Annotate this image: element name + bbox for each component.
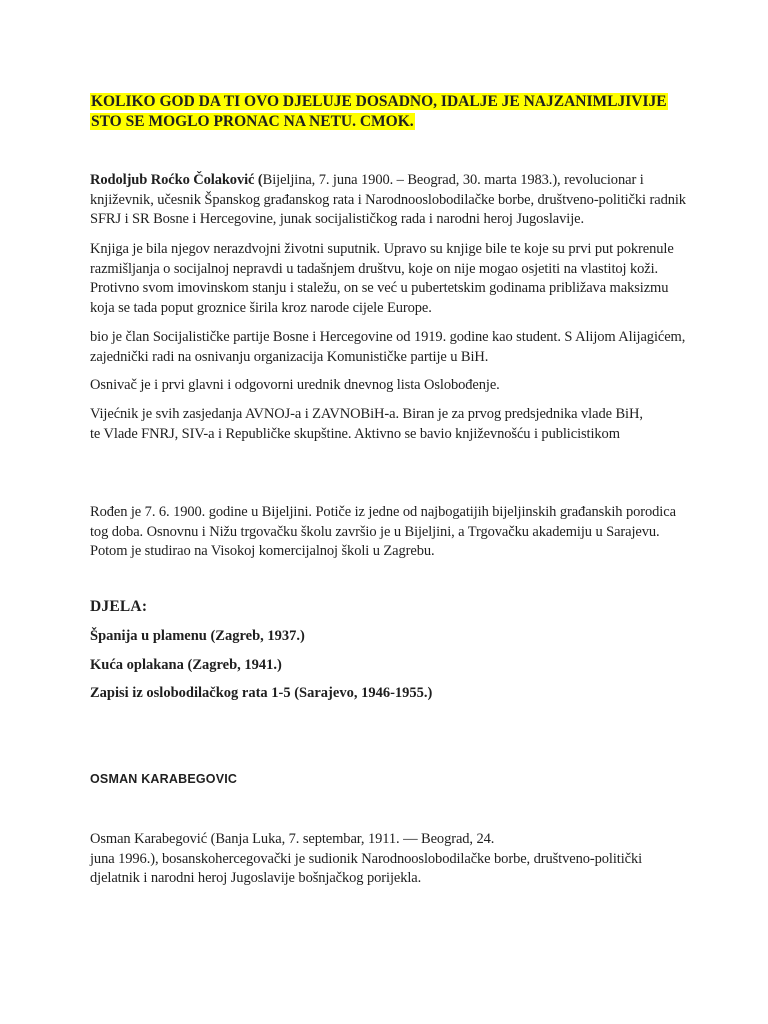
colakovic-born-paragraph: Rođen je 7. 6. 1900. godine u Bijeljini. Potiče iz jedne od najbogatijih bijeljinskih građanskih porodica tog doba. Osnovnu i Nižu trgovačku školu završio je u Bijeljini, a Trgovačku akademiju u Sarajevu. Potom je studirao na Visokoj komercijalnoj školi u Zagrebu. [90,504,676,559]
work-item-3: Zapisi iz oslobodilačkog rata 1-5 (Sarajevo, 1946-1955.) [90,685,433,701]
colakovic-founder-paragraph: Osnivač je i prvi glavni i odgovorni urednik dnevnog lista Oslobođenje. [90,377,500,393]
colakovic-bio-intro: Bijeljina, 7. juna 1900. – Beograd, 30. marta 1983.), revolucionar i književnik, učesnik Španskog građanskog rata i Narodnooslobodilačke borbe, društveno-politički radnik SFRJ i SR Bosne i Hercegovine, junak socijalističkog rada i narodni heroj Jugoslavije. [90,172,686,227]
colakovic-intro-paragraph [90,171,690,230]
colakovic-avnoj-paragraph: Vijećnik je svih zasjedanja AVNOJ-a i ZAVNOBiH-a. Biran je za prvog predsjednika vlade BiH, te Vlade FNRJ, SIV-a i Republičke skupštine. Aktivno se bavio književnošću i publicistikom [90,406,643,442]
karabegovic-paragraph [90,830,730,889]
works-heading: DJELA: [90,598,148,615]
colakovic-books-paragraph: Knjiga je bila njegov nerazdvojni životni suputnik. Upravo su knjige bile te koje su prvi put pokrenule razmišljanja o socijalnoj nepravdi u tadašnjem društvu, koje on nije mogao osjetiti na vlastitoj koži. Protivno svom imovinskom stanju i staležu, on se već u pubertetskim godinama približava maksizmu koja se tada poput groznice širila kroz narode cijele Europe. [90,241,674,316]
karabegovic-line-3: djelatnik i narodni heroj Jugoslavije bošnjačkog porijekla. [90,870,422,886]
karabegovic-line-2: juna 1996.), bosanskohercegovački je sudionik Narodnooslobodilačke borbe, društveno-politički [90,850,643,867]
work-item-2: Kuća oplakana (Zagreb, 1941.) [90,657,282,673]
work-item-1: Španija u plamenu (Zagreb, 1937.) [90,628,305,644]
colakovic-party-paragraph: bio je član Socijalističke partije Bosne i Hercegovine od 1919. godine kao student. S Alijom Alijagićem, zajednički radi na osnivanju organizacija Komunističke partije u BiH. [90,329,686,365]
karabegovic-line-1: Osman Karabegović (Banja Luka, 7. septembar, 1911. — Beograd, 24. [90,831,495,847]
highlight-line-2: STO SE MOGLO PRONAC NA NETU. CMOK. [91,113,414,130]
karabegovic-title: OSMAN KARABEGOVIC [90,772,238,786]
highlighted-note [90,92,690,132]
highlight-line-1: KOLIKO GOD DA TI OVO DJELUJE DOSADNO, IDALJE JE NAJZANIMLJIVIJE [91,93,667,110]
colakovic-name: Rodoljub Roćko Čolaković ( [90,172,263,188]
